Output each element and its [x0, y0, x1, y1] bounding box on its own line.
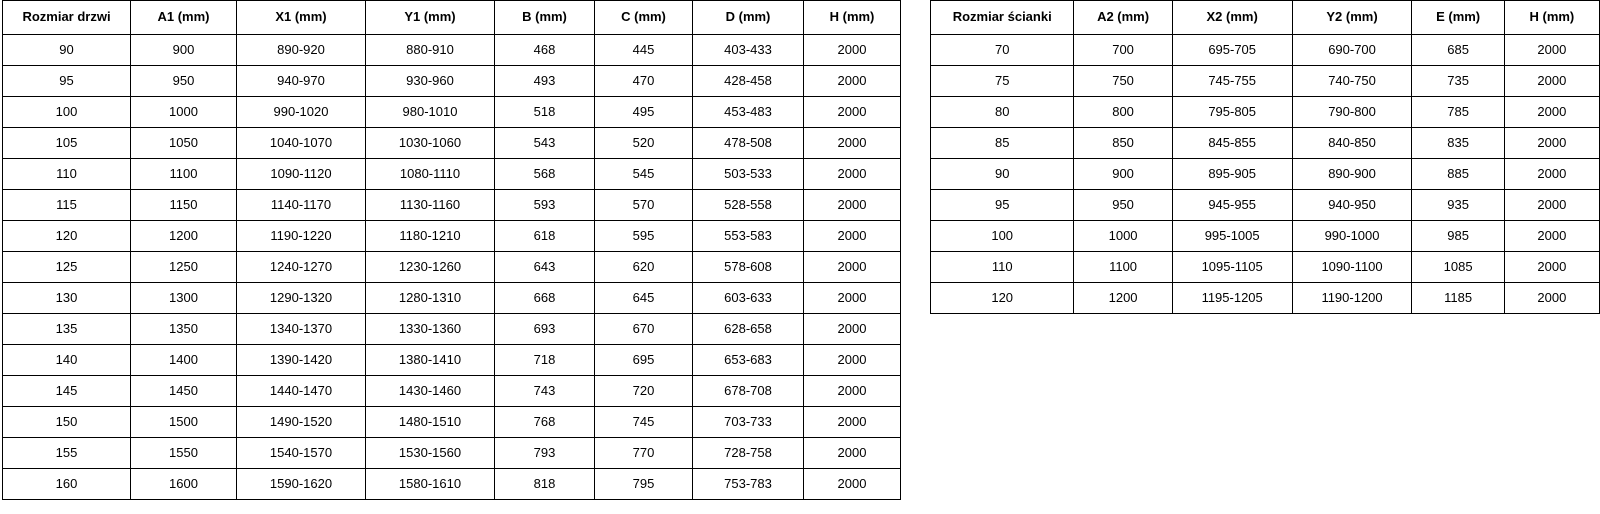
doors-cell: 1050 — [131, 128, 237, 159]
table-row — [931, 66, 1600, 97]
walls-column-header: H (mm) — [1504, 1, 1599, 35]
doors-cell: 595 — [595, 221, 693, 252]
table-row — [931, 159, 1600, 190]
table-row — [3, 407, 901, 438]
walls-cell: 1000 — [1074, 221, 1172, 252]
doors-cell: 728-758 — [693, 438, 804, 469]
walls-cell: 950 — [1074, 190, 1172, 221]
walls-table-head — [931, 1, 1600, 35]
doors-cell: 720 — [595, 376, 693, 407]
walls-cell: 110 — [931, 252, 1074, 283]
walls-header-row — [931, 1, 1600, 35]
doors-cell: 990-1020 — [237, 97, 366, 128]
walls-cell: 90 — [931, 159, 1074, 190]
doors-cell: 2000 — [804, 345, 901, 376]
doors-cell: 1450 — [131, 376, 237, 407]
doors-cell: 818 — [495, 469, 595, 500]
doors-cell: 1440-1470 — [237, 376, 366, 407]
table-row — [3, 345, 901, 376]
doors-cell: 1340-1370 — [237, 314, 366, 345]
walls-cell: 685 — [1412, 35, 1504, 66]
walls-cell: 885 — [1412, 159, 1504, 190]
doors-cell: 155 — [3, 438, 131, 469]
doors-cell: 620 — [595, 252, 693, 283]
doors-cell: 930-960 — [366, 66, 495, 97]
table-row — [3, 159, 901, 190]
doors-cell: 553-583 — [693, 221, 804, 252]
walls-cell: 795-805 — [1172, 97, 1292, 128]
walls-column-header: Y2 (mm) — [1292, 1, 1412, 35]
doors-cell: 670 — [595, 314, 693, 345]
doors-cell: 1240-1270 — [237, 252, 366, 283]
walls-cell: 700 — [1074, 35, 1172, 66]
doors-cell: 678-708 — [693, 376, 804, 407]
doors-cell: 90 — [3, 35, 131, 66]
walls-cell: 940-950 — [1292, 190, 1412, 221]
doors-column-header: C (mm) — [595, 1, 693, 35]
walls-cell: 985 — [1412, 221, 1504, 252]
doors-cell: 100 — [3, 97, 131, 128]
doors-cell: 2000 — [804, 190, 901, 221]
doors-cell: 1040-1070 — [237, 128, 366, 159]
doors-cell: 2000 — [804, 97, 901, 128]
doors-cell: 1300 — [131, 283, 237, 314]
walls-cell: 100 — [931, 221, 1074, 252]
doors-cell: 520 — [595, 128, 693, 159]
doors-cell: 2000 — [804, 66, 901, 97]
walls-cell: 935 — [1412, 190, 1504, 221]
doors-cell: 1580-1610 — [366, 469, 495, 500]
doors-cell: 770 — [595, 438, 693, 469]
doors-header-row — [3, 1, 901, 35]
walls-cell: 890-900 — [1292, 159, 1412, 190]
walls-cell: 2000 — [1504, 66, 1599, 97]
walls-cell: 835 — [1412, 128, 1504, 159]
walls-cell: 750 — [1074, 66, 1172, 97]
doors-cell: 570 — [595, 190, 693, 221]
walls-cell: 840-850 — [1292, 128, 1412, 159]
walls-cell: 740-750 — [1292, 66, 1412, 97]
table-row — [3, 97, 901, 128]
doors-cell: 718 — [495, 345, 595, 376]
walls-cell: 1195-1205 — [1172, 283, 1292, 314]
walls-column-header: Rozmiar ścianki — [931, 1, 1074, 35]
table-row — [931, 221, 1600, 252]
doors-cell: 643 — [495, 252, 595, 283]
table-row — [931, 283, 1600, 314]
doors-cell: 1480-1510 — [366, 407, 495, 438]
walls-cell: 2000 — [1504, 128, 1599, 159]
doors-cell: 1100 — [131, 159, 237, 190]
doors-cell: 428-458 — [693, 66, 804, 97]
doors-cell: 1130-1160 — [366, 190, 495, 221]
table-row — [931, 128, 1600, 159]
doors-cell: 900 — [131, 35, 237, 66]
doors-cell: 578-608 — [693, 252, 804, 283]
walls-cell: 745-755 — [1172, 66, 1292, 97]
doors-cell: 1030-1060 — [366, 128, 495, 159]
doors-cell: 2000 — [804, 159, 901, 190]
table-row — [3, 438, 901, 469]
table-row — [3, 469, 901, 500]
doors-cell: 445 — [595, 35, 693, 66]
doors-cell: 980-1010 — [366, 97, 495, 128]
doors-cell: 543 — [495, 128, 595, 159]
walls-cell: 995-1005 — [1172, 221, 1292, 252]
walls-cell: 690-700 — [1292, 35, 1412, 66]
doors-cell: 1430-1460 — [366, 376, 495, 407]
doors-cell: 1400 — [131, 345, 237, 376]
doors-table-head — [3, 1, 901, 35]
doors-column-header: X1 (mm) — [237, 1, 366, 35]
doors-table-container — [2, 0, 901, 500]
doors-cell: 1180-1210 — [366, 221, 495, 252]
doors-cell: 120 — [3, 221, 131, 252]
walls-column-header: E (mm) — [1412, 1, 1504, 35]
doors-cell: 1290-1320 — [237, 283, 366, 314]
doors-cell: 495 — [595, 97, 693, 128]
walls-cell: 945-955 — [1172, 190, 1292, 221]
doors-column-header: Y1 (mm) — [366, 1, 495, 35]
doors-cell: 1280-1310 — [366, 283, 495, 314]
walls-cell: 1190-1200 — [1292, 283, 1412, 314]
doors-cell: 453-483 — [693, 97, 804, 128]
doors-cell: 645 — [595, 283, 693, 314]
doors-cell: 618 — [495, 221, 595, 252]
table-row — [3, 314, 901, 345]
doors-cell: 1150 — [131, 190, 237, 221]
doors-cell: 753-783 — [693, 469, 804, 500]
doors-cell: 110 — [3, 159, 131, 190]
walls-column-header: A2 (mm) — [1074, 1, 1172, 35]
doors-cell: 1330-1360 — [366, 314, 495, 345]
walls-cell: 785 — [1412, 97, 1504, 128]
doors-cell: 703-733 — [693, 407, 804, 438]
doors-column-header: H (mm) — [804, 1, 901, 35]
doors-column-header: B (mm) — [495, 1, 595, 35]
doors-column-header: A1 (mm) — [131, 1, 237, 35]
table-row — [3, 283, 901, 314]
table-row — [931, 252, 1600, 283]
doors-cell: 1230-1260 — [366, 252, 495, 283]
doors-cell: 768 — [495, 407, 595, 438]
doors-cell: 403-433 — [693, 35, 804, 66]
table-row — [3, 221, 901, 252]
walls-cell: 1090-1100 — [1292, 252, 1412, 283]
doors-cell: 160 — [3, 469, 131, 500]
doors-cell: 880-910 — [366, 35, 495, 66]
doors-cell: 140 — [3, 345, 131, 376]
doors-cell: 940-970 — [237, 66, 366, 97]
walls-cell: 80 — [931, 97, 1074, 128]
table-row — [3, 66, 901, 97]
doors-cell: 628-658 — [693, 314, 804, 345]
walls-table-body — [931, 35, 1600, 314]
doors-cell: 493 — [495, 66, 595, 97]
walls-cell: 2000 — [1504, 221, 1599, 252]
doors-cell: 745 — [595, 407, 693, 438]
doors-cell: 135 — [3, 314, 131, 345]
walls-cell: 900 — [1074, 159, 1172, 190]
table-row — [931, 190, 1600, 221]
walls-cell: 2000 — [1504, 283, 1599, 314]
doors-cell: 2000 — [804, 438, 901, 469]
doors-cell: 1380-1410 — [366, 345, 495, 376]
table-row — [3, 128, 901, 159]
doors-cell: 528-558 — [693, 190, 804, 221]
walls-cell: 800 — [1074, 97, 1172, 128]
walls-cell: 1185 — [1412, 283, 1504, 314]
doors-cell: 603-633 — [693, 283, 804, 314]
doors-cell: 468 — [495, 35, 595, 66]
table-row — [931, 97, 1600, 128]
doors-cell: 1250 — [131, 252, 237, 283]
walls-cell: 845-855 — [1172, 128, 1292, 159]
doors-cell: 545 — [595, 159, 693, 190]
walls-cell: 790-800 — [1292, 97, 1412, 128]
doors-cell: 2000 — [804, 252, 901, 283]
walls-cell: 75 — [931, 66, 1074, 97]
doors-cell: 518 — [495, 97, 595, 128]
doors-cell: 950 — [131, 66, 237, 97]
table-row — [3, 35, 901, 66]
doors-cell: 743 — [495, 376, 595, 407]
doors-table-body — [3, 35, 901, 500]
doors-cell: 105 — [3, 128, 131, 159]
doors-cell: 795 — [595, 469, 693, 500]
doors-cell: 695 — [595, 345, 693, 376]
walls-cell: 1200 — [1074, 283, 1172, 314]
doors-cell: 145 — [3, 376, 131, 407]
walls-cell: 695-705 — [1172, 35, 1292, 66]
doors-cell: 1600 — [131, 469, 237, 500]
doors-cell: 150 — [3, 407, 131, 438]
walls-cell: 895-905 — [1172, 159, 1292, 190]
doors-cell: 2000 — [804, 128, 901, 159]
walls-dimensions-table — [930, 0, 1600, 314]
walls-cell: 990-1000 — [1292, 221, 1412, 252]
doors-cell: 1190-1220 — [237, 221, 366, 252]
walls-cell: 2000 — [1504, 97, 1599, 128]
doors-cell: 470 — [595, 66, 693, 97]
doors-cell: 1530-1560 — [366, 438, 495, 469]
doors-cell: 693 — [495, 314, 595, 345]
doors-cell: 1090-1120 — [237, 159, 366, 190]
walls-cell: 1095-1105 — [1172, 252, 1292, 283]
doors-cell: 593 — [495, 190, 595, 221]
table-row — [3, 252, 901, 283]
walls-cell: 85 — [931, 128, 1074, 159]
doors-cell: 2000 — [804, 283, 901, 314]
doors-cell: 125 — [3, 252, 131, 283]
walls-cell: 1100 — [1074, 252, 1172, 283]
doors-cell: 2000 — [804, 221, 901, 252]
doors-cell: 2000 — [804, 314, 901, 345]
doors-cell: 2000 — [804, 469, 901, 500]
doors-cell: 668 — [495, 283, 595, 314]
doors-column-header: Rozmiar drzwi — [3, 1, 131, 35]
walls-cell: 850 — [1074, 128, 1172, 159]
walls-cell: 95 — [931, 190, 1074, 221]
walls-table-container — [930, 0, 1600, 314]
table-row — [931, 35, 1600, 66]
walls-cell: 70 — [931, 35, 1074, 66]
doors-cell: 2000 — [804, 35, 901, 66]
doors-cell: 1500 — [131, 407, 237, 438]
doors-cell: 1080-1110 — [366, 159, 495, 190]
walls-cell: 735 — [1412, 66, 1504, 97]
doors-cell: 1000 — [131, 97, 237, 128]
walls-cell: 2000 — [1504, 252, 1599, 283]
doors-cell: 1390-1420 — [237, 345, 366, 376]
doors-cell: 1350 — [131, 314, 237, 345]
doors-cell: 793 — [495, 438, 595, 469]
doors-cell: 568 — [495, 159, 595, 190]
walls-cell: 2000 — [1504, 190, 1599, 221]
doors-cell: 1540-1570 — [237, 438, 366, 469]
doors-dimensions-table — [2, 0, 901, 500]
doors-column-header: D (mm) — [693, 1, 804, 35]
walls-cell: 2000 — [1504, 35, 1599, 66]
doors-cell: 1140-1170 — [237, 190, 366, 221]
walls-cell: 1085 — [1412, 252, 1504, 283]
doors-cell: 653-683 — [693, 345, 804, 376]
walls-cell: 120 — [931, 283, 1074, 314]
doors-cell: 95 — [3, 66, 131, 97]
doors-cell: 1490-1520 — [237, 407, 366, 438]
walls-column-header: X2 (mm) — [1172, 1, 1292, 35]
doors-cell: 2000 — [804, 407, 901, 438]
doors-cell: 503-533 — [693, 159, 804, 190]
doors-cell: 1550 — [131, 438, 237, 469]
doors-cell: 478-508 — [693, 128, 804, 159]
doors-cell: 130 — [3, 283, 131, 314]
table-row — [3, 376, 901, 407]
table-row — [3, 190, 901, 221]
doors-cell: 890-920 — [237, 35, 366, 66]
walls-cell: 2000 — [1504, 159, 1599, 190]
doors-cell: 115 — [3, 190, 131, 221]
doors-cell: 1200 — [131, 221, 237, 252]
doors-cell: 2000 — [804, 376, 901, 407]
doors-cell: 1590-1620 — [237, 469, 366, 500]
